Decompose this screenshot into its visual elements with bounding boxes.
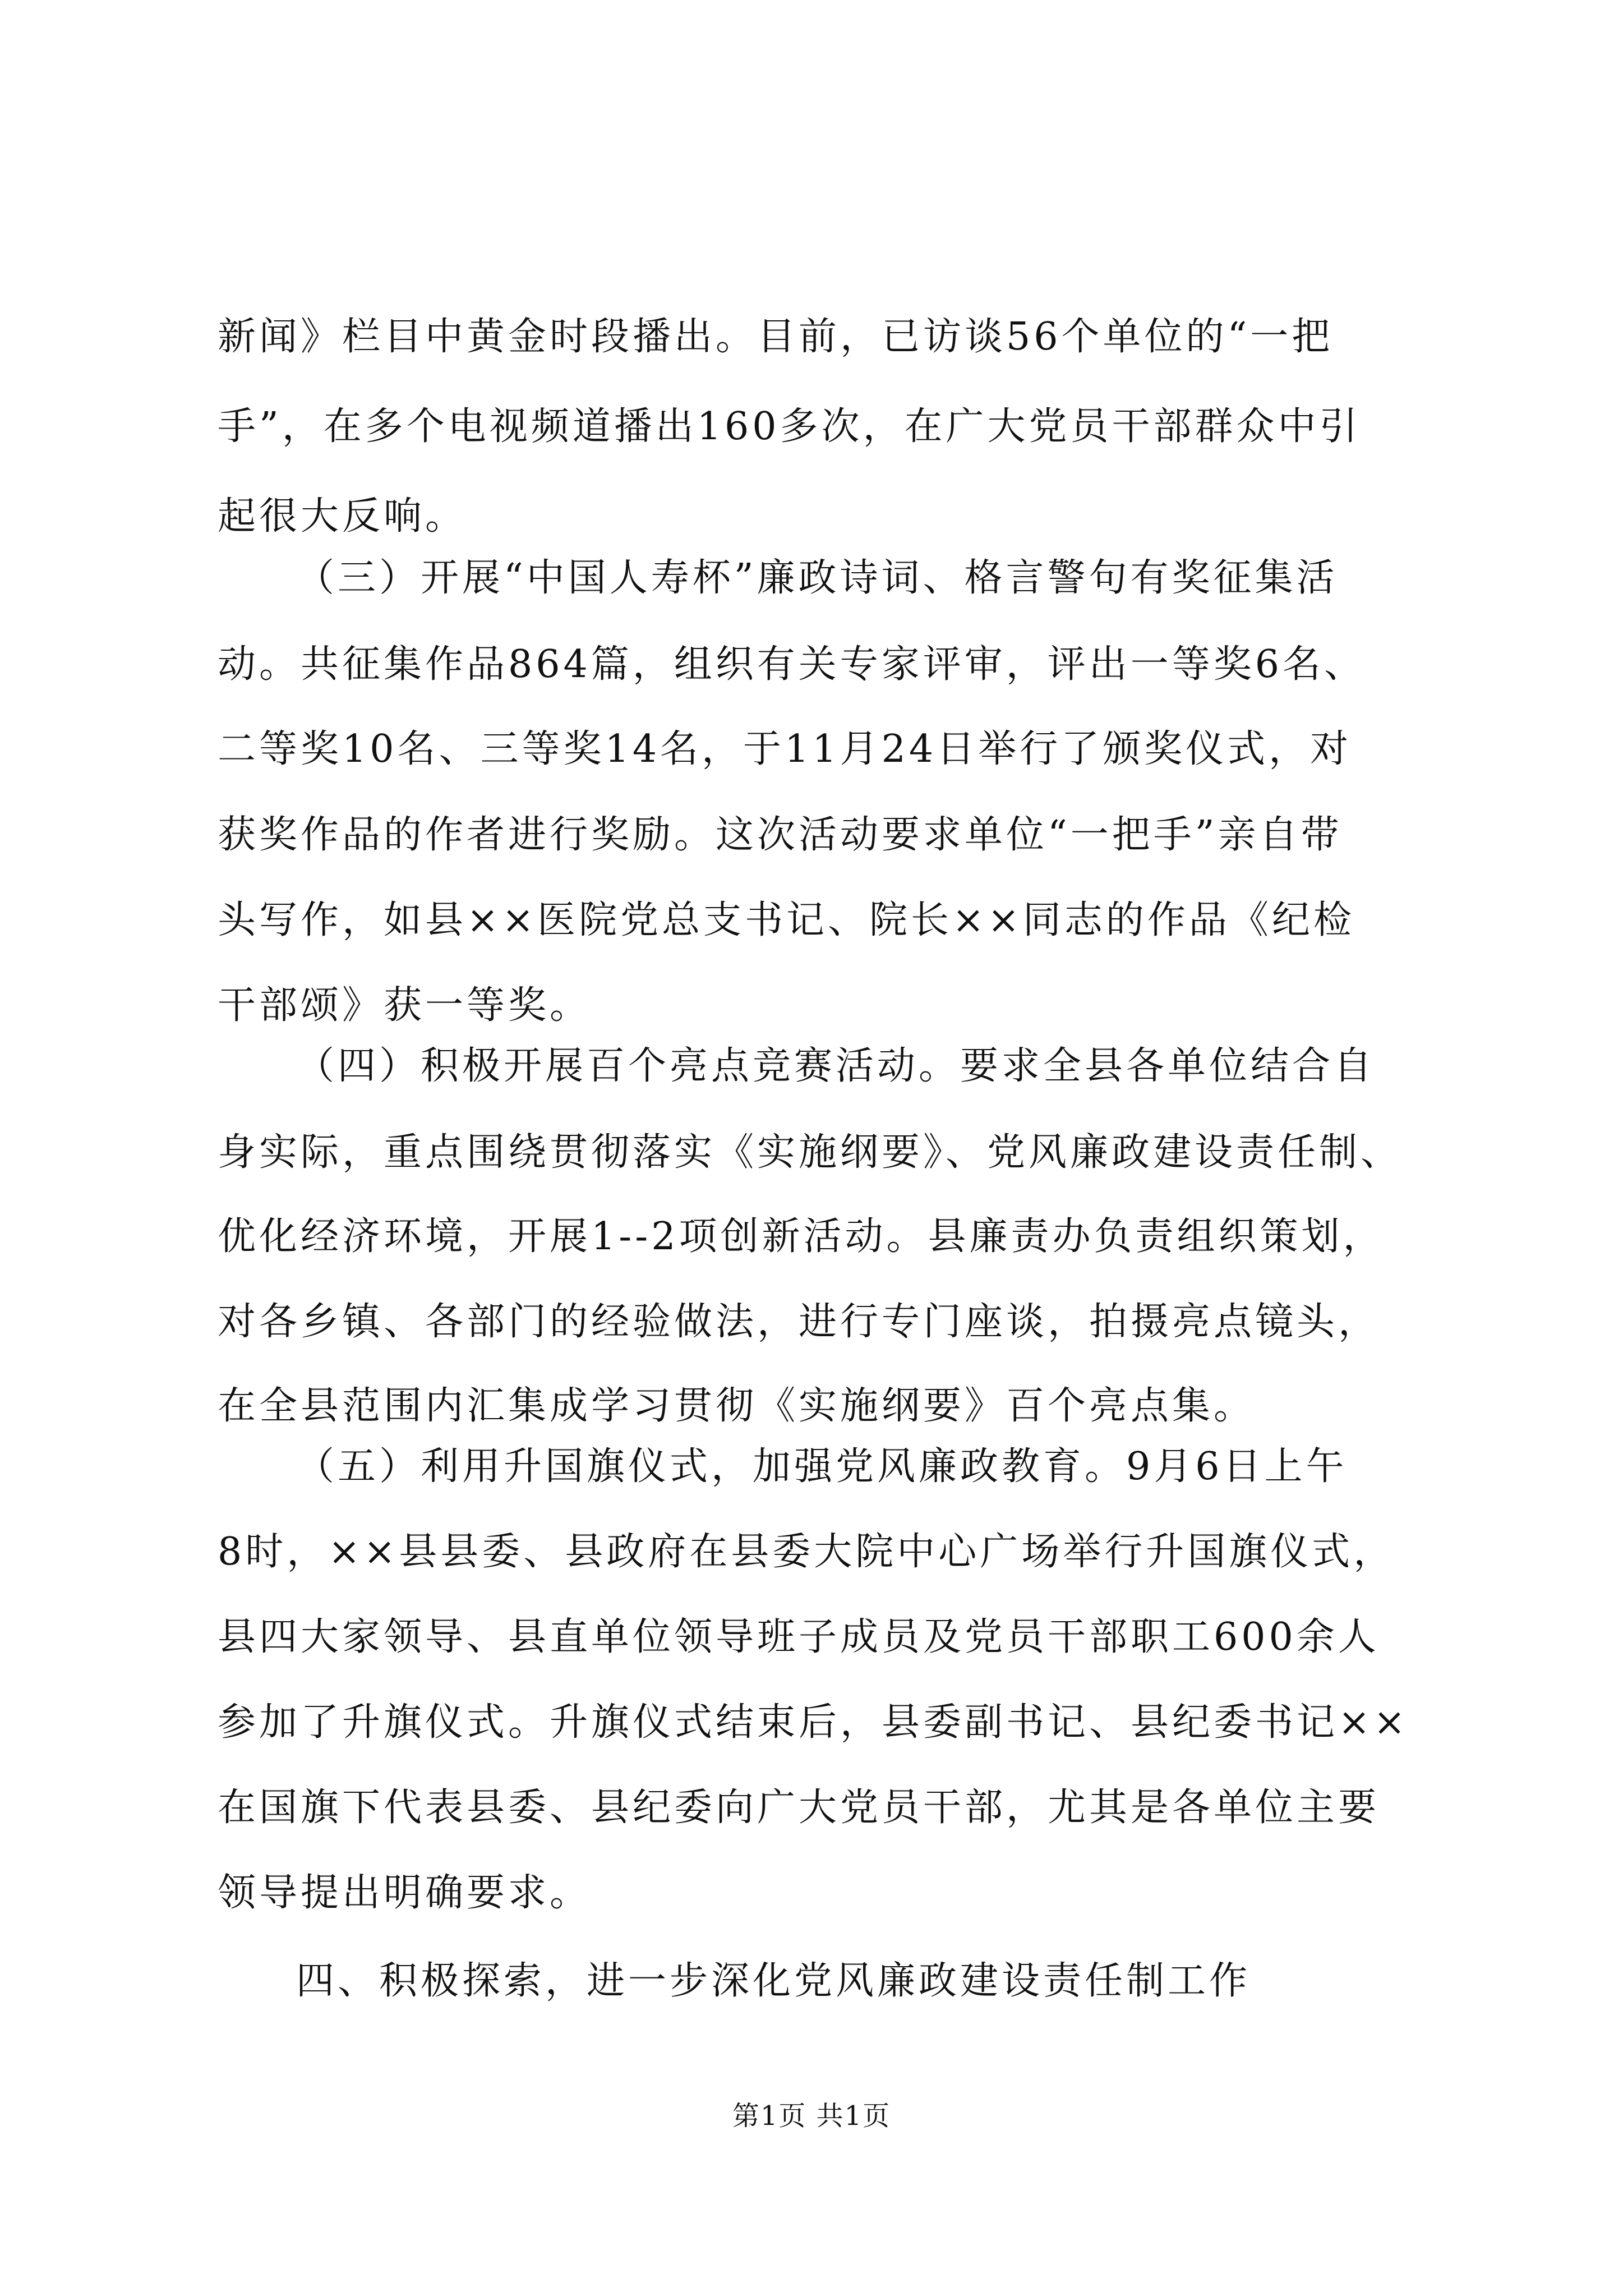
text-line: 对各乡镇、各部门的经验做法，进行专门座谈，拍摄亮点镜头， — [218, 1300, 1380, 1344]
text-line: 参加了升旗仪式。升旗仪式结束后，县委副书记、县纪委书记×× — [218, 1700, 1409, 1745]
text-line: 手”，在多个电视频道播出160多次，在广大党员干部群众中引 — [218, 404, 1361, 449]
paragraph-heading-line: （三）开展“中国人寿杯”廉政诗词、格言警句有奖征集活 — [296, 556, 1338, 600]
text-line: 8时，××县县委、县政府在县委大院中心广场举行升国旗仪式， — [218, 1530, 1395, 1574]
text-line: 在全县范围内汇集成学习贯彻《实施纲要》百个亮点集。 — [218, 1384, 1256, 1428]
paragraph-heading-line: （四）积极开展百个亮点竞赛活动。要求全县各单位结合自 — [296, 1044, 1376, 1088]
section-heading: 四、积极探索，进一步深化党风廉政建设责任制工作 — [296, 1959, 1251, 2003]
text-line: 起很大反响。 — [218, 494, 467, 539]
text-line: 干部颂》获一等奖。 — [218, 983, 592, 1028]
text-line: 身实际，重点围绕贯彻落实《实施纲要》、党风廉政建设责任制、 — [218, 1130, 1403, 1175]
text-line: 优化经济环境，开展1--2项创新活动。县廉责办负责组织策划， — [218, 1214, 1385, 1259]
text-line: 县四大家领导、县直单位领导班子成员及党员干部职工600余人 — [218, 1615, 1380, 1659]
text-line: 头写作，如县××医院党总支书记、院长××同志的作品《纪检 — [218, 898, 1355, 942]
text-line: 在国旗下代表县委、县纪委向广大党员干部，尤其是各单位主要 — [218, 1786, 1380, 1830]
text-line: 动。共征集作品864篇，组织有关专家评审，评出一等奖6名、 — [218, 642, 1366, 687]
page-footer: 第1页 共1页 — [732, 2100, 891, 2132]
text-line: 新闻》栏目中黄金时段播出。目前，已访谈56个单位的“一把 — [218, 315, 1334, 359]
paragraph-heading-line: （五）利用升国旗仪式，加强党风廉政教育。9月6日上午 — [296, 1444, 1348, 1489]
text-line: 二等奖10名、三等奖14名，于11月24日举行了颁奖仪式，对 — [218, 727, 1352, 771]
text-line: 获奖作品的作者进行奖励。这次活动要求单位“一把手”亲自带 — [218, 813, 1343, 857]
text-line: 领导提出明确要求。 — [218, 1871, 592, 1915]
